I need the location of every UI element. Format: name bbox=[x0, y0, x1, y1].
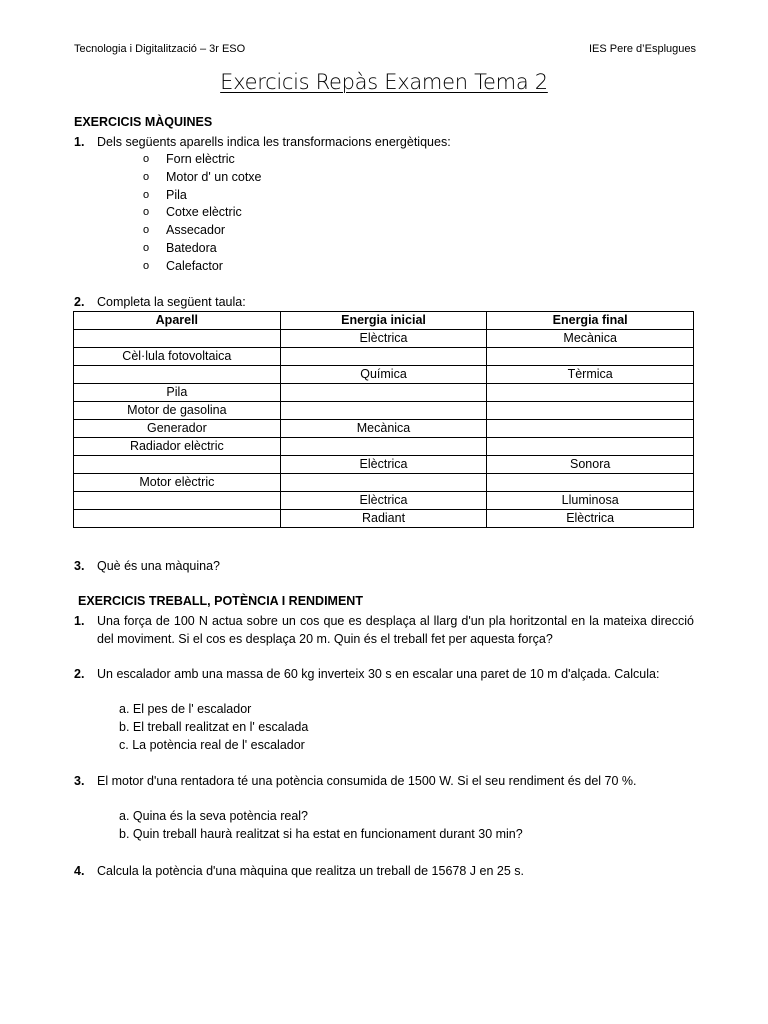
header-course: Tecnologia i Digitalització – 3r ESO bbox=[74, 43, 246, 55]
section-heading-work-power: EXERCICIS TREBALL, POTÈNCIA I RENDIMENT bbox=[78, 594, 363, 608]
column-header-initial-energy: Energia inicial bbox=[280, 312, 487, 330]
table-cell[interactable] bbox=[487, 402, 694, 420]
list-item: c. La potència real de l' escalador bbox=[119, 738, 305, 752]
list-item: o Batedora bbox=[143, 240, 217, 255]
table-cell[interactable]: Motor elèctric bbox=[74, 474, 281, 492]
table-cell[interactable] bbox=[74, 492, 281, 510]
question-number: 1. bbox=[74, 135, 85, 149]
table-cell[interactable]: Elèctrica bbox=[487, 510, 694, 528]
table-cell[interactable] bbox=[280, 384, 487, 402]
question-1 bbox=[74, 133, 694, 151]
table-cell[interactable]: Elèctrica bbox=[280, 456, 487, 474]
page-title-text: Exercicis Repàs Examen Tema 2 bbox=[220, 70, 548, 94]
table-row bbox=[74, 330, 694, 348]
table-cell[interactable]: Mecànica bbox=[487, 330, 694, 348]
list-item: o Pila bbox=[143, 187, 187, 202]
table-row bbox=[74, 348, 694, 366]
table-row bbox=[74, 420, 694, 438]
list-item: o Assecador bbox=[143, 223, 226, 238]
list-item: o Forn elèctric bbox=[143, 152, 235, 166]
page-title bbox=[0, 70, 768, 94]
column-header-final-energy: Energia final bbox=[487, 312, 694, 330]
question-work-1: 1. Una força de 100 N actua sobre un cos que es desplaça al llarg d'un pla horitzontal en la mateixa direcció del moviment. Si el cos es desplaça 20 m. Quin és el treball fet per aquesta força? bbox=[74, 614, 694, 646]
question-text: Dels següents aparells indica les transformacions energètiques: bbox=[97, 135, 451, 149]
table-cell[interactable]: Radiant bbox=[280, 510, 487, 528]
table-cell[interactable]: Generador bbox=[74, 420, 281, 438]
device-list bbox=[143, 151, 262, 276]
table-row bbox=[74, 492, 694, 510]
table-cell[interactable]: Lluminosa bbox=[487, 492, 694, 510]
table-cell[interactable]: Química bbox=[280, 366, 487, 384]
table-cell[interactable]: Tèrmica bbox=[487, 366, 694, 384]
question-work-2: 2. Un escalador amb una massa de 60 kg inverteix 30 s en escalar una paret de 10 m d'alçada. Calcula: bbox=[74, 667, 660, 681]
table-cell[interactable] bbox=[487, 420, 694, 438]
table-cell[interactable]: Mecànica bbox=[280, 420, 487, 438]
table-row bbox=[74, 456, 694, 474]
energy-table bbox=[73, 311, 694, 528]
table-cell[interactable] bbox=[487, 438, 694, 456]
question-work-3: 3. El motor d'una rentadora té una potència consumida de 1500 W. Si el seu rendiment és del 70 %. bbox=[74, 774, 637, 788]
column-header-device: Aparell bbox=[74, 312, 281, 330]
table-cell[interactable] bbox=[280, 438, 487, 456]
question-2: 2. Completa la següent taula: bbox=[74, 295, 246, 309]
table-row bbox=[74, 510, 694, 528]
list-item: o Calefactor bbox=[143, 258, 223, 273]
table-row bbox=[74, 474, 694, 492]
section-heading-machines: EXERCICIS MÀQUINES bbox=[74, 115, 213, 129]
header-school: IES Pere d’Esplugues bbox=[588, 43, 696, 55]
table-cell[interactable] bbox=[280, 348, 487, 366]
table-cell[interactable] bbox=[280, 474, 487, 492]
table-cell[interactable] bbox=[74, 456, 281, 474]
table-row bbox=[74, 366, 694, 384]
table-cell[interactable]: Elèctrica bbox=[280, 492, 487, 510]
question-work-4: 4. Calcula la potència d'una màquina que realitza un treball de 15678 J en 25 s. bbox=[74, 864, 524, 878]
list-item: a. El pes de l' escalador bbox=[119, 702, 252, 716]
list-item: o Motor d' un cotxe bbox=[143, 169, 262, 184]
table-row bbox=[74, 402, 694, 420]
table-cell[interactable]: Motor de gasolina bbox=[74, 402, 281, 420]
table-cell[interactable] bbox=[487, 474, 694, 492]
table-cell[interactable] bbox=[74, 330, 281, 348]
list-item: b. El treball realitzat en l' escalada bbox=[119, 720, 309, 734]
sub-questions bbox=[119, 700, 308, 754]
table-cell[interactable]: Sonora bbox=[487, 456, 694, 474]
table-cell[interactable] bbox=[74, 366, 281, 384]
question-3: 3. Què és una màquina? bbox=[74, 559, 221, 573]
table-cell[interactable]: Cèl·lula fotovoltaica bbox=[74, 348, 281, 366]
table-cell[interactable] bbox=[487, 348, 694, 366]
table-header-row bbox=[74, 312, 694, 330]
table-cell[interactable] bbox=[487, 384, 694, 402]
table-cell[interactable]: Radiador elèctric bbox=[74, 438, 281, 456]
sub-questions bbox=[119, 807, 523, 843]
table-cell[interactable] bbox=[280, 402, 487, 420]
list-item: o Cotxe elèctric bbox=[143, 205, 242, 220]
table-row bbox=[74, 384, 694, 402]
table-cell[interactable] bbox=[74, 510, 281, 528]
table-cell[interactable]: Pila bbox=[74, 384, 281, 402]
table-row bbox=[74, 438, 694, 456]
list-item: b. Quin treball haurà realitzat si ha estat en funcionament durant 30 min? bbox=[119, 827, 523, 841]
table-cell[interactable]: Elèctrica bbox=[280, 330, 487, 348]
list-item: a. Quina és la seva potència real? bbox=[119, 809, 309, 823]
